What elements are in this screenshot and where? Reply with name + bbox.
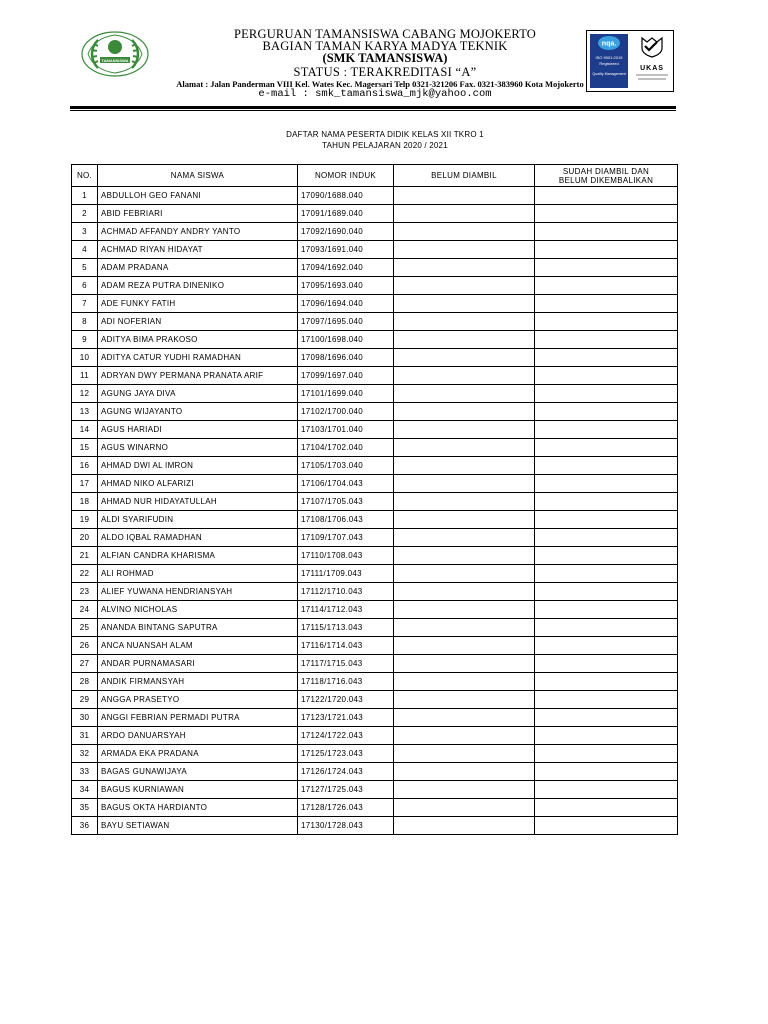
header-divider-thin xyxy=(70,110,676,111)
table-row xyxy=(72,727,678,745)
student-id: 17115/1713.043 xyxy=(298,619,394,637)
ukas-text: UKAS xyxy=(640,65,664,72)
taken-not-returned-cell[interactable] xyxy=(535,547,678,565)
table-row xyxy=(72,295,678,313)
school-email: e-mail : smk_tamansiswa_mjk@yahoo.com xyxy=(258,88,492,100)
student-name: ADRYAN DWY PERMANA PRANATA ARIF xyxy=(98,367,298,385)
table-row xyxy=(72,331,678,349)
row-number: 19 xyxy=(72,511,98,529)
table-row xyxy=(72,817,678,835)
taken-not-returned-cell[interactable] xyxy=(535,637,678,655)
foundation-name: PERGURUAN TAMANSISWA CABANG MOJOKERTO xyxy=(233,27,537,41)
student-id: 17095/1693.040 xyxy=(298,277,394,295)
row-number: 21 xyxy=(72,547,98,565)
table-row xyxy=(72,799,678,817)
row-number: 4 xyxy=(72,241,98,259)
not-taken-cell[interactable] xyxy=(394,673,535,691)
not-taken-cell[interactable] xyxy=(394,385,535,403)
row-number: 13 xyxy=(72,403,98,421)
not-taken-cell[interactable] xyxy=(394,709,535,727)
student-id: 17128/1726.043 xyxy=(298,799,394,817)
row-number: 5 xyxy=(72,259,98,277)
student-name: ADAM PRADANA xyxy=(98,259,298,277)
document-title-block xyxy=(150,129,620,151)
school-logo xyxy=(80,30,150,78)
student-name: ABDULLOH GEO FANANI xyxy=(98,187,298,205)
row-number: 25 xyxy=(72,619,98,637)
student-id: 17108/1706.043 xyxy=(298,511,394,529)
taken-not-returned-cell[interactable] xyxy=(535,493,678,511)
student-id: 17101/1699.040 xyxy=(298,385,394,403)
taken-not-returned-cell[interactable] xyxy=(535,817,678,835)
student-id: 17093/1691.040 xyxy=(298,241,394,259)
student-name: AGUNG JAYA DIVA xyxy=(98,385,298,403)
student-id: 17125/1723.043 xyxy=(298,745,394,763)
student-name: BAGUS KURNIAWAN xyxy=(98,781,298,799)
student-name: ALFIAN CANDRA KHARISMA xyxy=(98,547,298,565)
table-row xyxy=(72,277,678,295)
student-id: 17104/1702.040 xyxy=(298,439,394,457)
not-taken-cell[interactable] xyxy=(394,277,535,295)
student-id: 17123/1721.043 xyxy=(298,709,394,727)
taken-not-returned-cell[interactable] xyxy=(535,745,678,763)
not-taken-cell[interactable] xyxy=(394,763,535,781)
not-taken-cell[interactable] xyxy=(394,205,535,223)
taken-not-returned-cell[interactable] xyxy=(535,457,678,475)
taken-not-returned-cell[interactable] xyxy=(535,259,678,277)
row-number: 8 xyxy=(72,313,98,331)
taken-not-returned-cell[interactable] xyxy=(535,763,678,781)
row-number: 30 xyxy=(72,709,98,727)
not-taken-cell[interactable] xyxy=(394,259,535,277)
table-row xyxy=(72,637,678,655)
student-name: ALI ROHMAD xyxy=(98,565,298,583)
student-id: 17102/1700.040 xyxy=(298,403,394,421)
student-id: 17094/1692.040 xyxy=(298,259,394,277)
table-row xyxy=(72,691,678,709)
division-name: BAGIAN TAMAN KARYA MADYA TEKNIK xyxy=(262,39,508,53)
table-row xyxy=(72,205,678,223)
student-name: AGUNG WIJAYANTO xyxy=(98,403,298,421)
not-taken-cell[interactable] xyxy=(394,439,535,457)
table-row xyxy=(72,511,678,529)
row-number: 12 xyxy=(72,385,98,403)
student-name: BAYU SETIAWAN xyxy=(98,817,298,835)
table-row xyxy=(72,367,678,385)
student-name: AHMAD NUR HIDAYATULLAH xyxy=(98,493,298,511)
row-number: 29 xyxy=(72,691,98,709)
table-row xyxy=(72,403,678,421)
taken-not-returned-cell[interactable] xyxy=(535,799,678,817)
iso-certification-badge xyxy=(586,30,674,92)
school-address: Alamat : Jalan Panderman VIII Kel. Wates Kec. Magersari Telp 0321-321206 Fax. 0321-383960 Kota Mojokerto xyxy=(176,79,584,89)
taken-not-returned-cell[interactable] xyxy=(535,511,678,529)
taken-not-returned-cell[interactable] xyxy=(535,403,678,421)
table-header-row xyxy=(72,165,678,187)
taken-not-returned-cell[interactable] xyxy=(535,187,678,205)
nqa-logo-text: nqa. xyxy=(601,40,617,48)
table-row xyxy=(72,781,678,799)
taken-not-returned-cell[interactable] xyxy=(535,313,678,331)
student-id: 17127/1725.043 xyxy=(298,781,394,799)
student-name: ACHMAD RIYAN HIDAYAT xyxy=(98,241,298,259)
taken-not-returned-cell[interactable] xyxy=(535,349,678,367)
student-name: ADE FUNKY FATIH xyxy=(98,295,298,313)
table-row xyxy=(72,529,678,547)
taken-not-returned-cell[interactable] xyxy=(535,439,678,457)
not-taken-cell[interactable] xyxy=(394,781,535,799)
student-id: 17111/1709.043 xyxy=(298,565,394,583)
not-taken-cell[interactable] xyxy=(394,457,535,475)
row-number: 11 xyxy=(72,367,98,385)
academic-year: TAHUN PELAJARAN 2020 / 2021 xyxy=(322,141,448,150)
not-taken-cell[interactable] xyxy=(394,745,535,763)
row-number: 23 xyxy=(72,583,98,601)
not-taken-cell[interactable] xyxy=(394,331,535,349)
not-taken-cell[interactable] xyxy=(394,349,535,367)
taken-not-returned-cell[interactable] xyxy=(535,241,678,259)
not-taken-cell[interactable] xyxy=(394,295,535,313)
student-name: ARMADA EKA PRADANA xyxy=(98,745,298,763)
row-number: 2 xyxy=(72,205,98,223)
document-title: DAFTAR NAMA PESERTA DIDIK KELAS XII TKRO 1 xyxy=(286,130,484,139)
not-taken-cell[interactable] xyxy=(394,601,535,619)
not-taken-cell[interactable] xyxy=(394,799,535,817)
not-taken-cell[interactable] xyxy=(394,655,535,673)
taken-not-returned-cell[interactable] xyxy=(535,331,678,349)
not-taken-cell[interactable] xyxy=(394,241,535,259)
quality-management-text: Quality Management xyxy=(592,72,626,76)
taken-not-returned-cell[interactable] xyxy=(535,205,678,223)
student-id: 17130/1728.043 xyxy=(298,817,394,835)
row-number: 17 xyxy=(72,475,98,493)
not-taken-cell[interactable] xyxy=(394,475,535,493)
table-row xyxy=(72,457,678,475)
student-name: ANGGI FEBRIAN PERMADI PUTRA xyxy=(98,709,298,727)
student-name: AGUS WINARNO xyxy=(98,439,298,457)
row-number: 9 xyxy=(72,331,98,349)
table-body xyxy=(72,187,678,835)
table-row xyxy=(72,475,678,493)
not-taken-cell[interactable] xyxy=(394,367,535,385)
table-row xyxy=(72,745,678,763)
table-row xyxy=(72,223,678,241)
not-taken-cell[interactable] xyxy=(394,493,535,511)
not-taken-cell[interactable] xyxy=(394,727,535,745)
taken-not-returned-cell[interactable] xyxy=(535,655,678,673)
row-number: 28 xyxy=(72,673,98,691)
taken-not-returned-cell[interactable] xyxy=(535,385,678,403)
row-number: 36 xyxy=(72,817,98,835)
student-id: 17100/1698.040 xyxy=(298,331,394,349)
taken-not-returned-cell[interactable] xyxy=(535,475,678,493)
student-name: AHMAD DWI AL IMRON xyxy=(98,457,298,475)
row-number: 6 xyxy=(72,277,98,295)
not-taken-cell[interactable] xyxy=(394,313,535,331)
student-name: ADITYA CATUR YUDHI RAMADHAN xyxy=(98,349,298,367)
table-row xyxy=(72,439,678,457)
not-taken-cell[interactable] xyxy=(394,565,535,583)
student-id: 17107/1705.043 xyxy=(298,493,394,511)
row-number: 34 xyxy=(72,781,98,799)
table-row xyxy=(72,583,678,601)
letterhead xyxy=(150,28,620,79)
taken-not-returned-cell[interactable] xyxy=(535,367,678,385)
taken-not-returned-cell[interactable] xyxy=(535,583,678,601)
student-name: ACHMAD AFFANDY ANDRY YANTO xyxy=(98,223,298,241)
row-number: 32 xyxy=(72,745,98,763)
row-number: 35 xyxy=(72,799,98,817)
taken-not-returned-cell[interactable] xyxy=(535,277,678,295)
student-id: 17126/1724.043 xyxy=(298,763,394,781)
student-name: ABID FEBRIARI xyxy=(98,205,298,223)
student-id: 17110/1708.043 xyxy=(298,547,394,565)
school-name: (SMK TAMANSISWA) xyxy=(322,51,448,65)
table-row xyxy=(72,187,678,205)
not-taken-cell[interactable] xyxy=(394,691,535,709)
row-number: 7 xyxy=(72,295,98,313)
not-taken-cell[interactable] xyxy=(394,403,535,421)
student-id: 17112/1710.043 xyxy=(298,583,394,601)
not-taken-cell[interactable] xyxy=(394,511,535,529)
row-number: 20 xyxy=(72,529,98,547)
header-student-name: NAMA SISWA xyxy=(98,165,298,187)
header-student-id: NOMOR INDUK xyxy=(298,165,394,187)
student-name: ADITYA BIMA PRAKOSO xyxy=(98,331,298,349)
header-taken-not-returned xyxy=(535,165,678,187)
student-name: ALDI SYARIFUDIN xyxy=(98,511,298,529)
student-id: 17097/1695.040 xyxy=(298,313,394,331)
table-row xyxy=(72,565,678,583)
header-not-taken: BELUM DIAMBIL xyxy=(394,165,535,187)
header-taken-line2: BELUM DIKEMBALIKAN xyxy=(558,175,654,185)
accreditation-status: STATUS : TERAKREDITASI “A” xyxy=(293,65,477,79)
student-name: BAGAS GUNAWIJAYA xyxy=(98,763,298,781)
header-divider-thick xyxy=(70,106,676,109)
student-id: 17118/1716.043 xyxy=(298,673,394,691)
table-row xyxy=(72,619,678,637)
not-taken-cell[interactable] xyxy=(394,583,535,601)
row-number: 26 xyxy=(72,637,98,655)
student-id: 17096/1694.040 xyxy=(298,295,394,313)
header-taken-line1: SUDAH DIAMBIL DAN xyxy=(562,166,650,176)
table-row xyxy=(72,547,678,565)
table-row xyxy=(72,241,678,259)
taken-not-returned-cell[interactable] xyxy=(535,295,678,313)
student-id: 17117/1715.043 xyxy=(298,655,394,673)
table-row xyxy=(72,763,678,781)
row-number: 14 xyxy=(72,421,98,439)
student-id: 17116/1714.043 xyxy=(298,637,394,655)
not-taken-cell[interactable] xyxy=(394,547,535,565)
student-name: ADI NOFERIAN xyxy=(98,313,298,331)
student-id: 17098/1696.040 xyxy=(298,349,394,367)
student-name: ANGGA PRASETYO xyxy=(98,691,298,709)
row-number: 31 xyxy=(72,727,98,745)
student-id: 17090/1688.040 xyxy=(298,187,394,205)
student-id: 17103/1701.040 xyxy=(298,421,394,439)
table-row xyxy=(72,259,678,277)
row-number: 3 xyxy=(72,223,98,241)
student-name: ANDAR PURNAMASARI xyxy=(98,655,298,673)
not-taken-cell[interactable] xyxy=(394,187,535,205)
student-id: 17122/1720.043 xyxy=(298,691,394,709)
table-row xyxy=(72,709,678,727)
row-number: 24 xyxy=(72,601,98,619)
student-id: 17109/1707.043 xyxy=(298,529,394,547)
taken-not-returned-cell[interactable] xyxy=(535,691,678,709)
iso-standard-text: ISO 9001:2015 xyxy=(595,55,623,60)
table-row xyxy=(72,313,678,331)
student-name: ALDO IQBAL RAMADHAN xyxy=(98,529,298,547)
taken-not-returned-cell[interactable] xyxy=(535,619,678,637)
student-id: 17092/1690.040 xyxy=(298,223,394,241)
table-row xyxy=(72,493,678,511)
taken-not-returned-cell[interactable] xyxy=(535,781,678,799)
taken-not-returned-cell[interactable] xyxy=(535,421,678,439)
student-name: ALIEF YUWANA HENDRIANSYAH xyxy=(98,583,298,601)
taken-not-returned-cell[interactable] xyxy=(535,709,678,727)
table-row xyxy=(72,385,678,403)
row-number: 15 xyxy=(72,439,98,457)
table-row xyxy=(72,349,678,367)
table-row xyxy=(72,655,678,673)
student-name: AGUS HARIADI xyxy=(98,421,298,439)
not-taken-cell[interactable] xyxy=(394,619,535,637)
student-id: 17106/1704.043 xyxy=(298,475,394,493)
row-number: 18 xyxy=(72,493,98,511)
taken-not-returned-cell[interactable] xyxy=(535,223,678,241)
row-number: 16 xyxy=(72,457,98,475)
header-no: NO. xyxy=(72,165,98,187)
student-id: 17091/1689.040 xyxy=(298,205,394,223)
student-name: ARDO DANUARSYAH xyxy=(98,727,298,745)
student-name: ANCA NUANSAH ALAM xyxy=(98,637,298,655)
student-id: 17114/1712.043 xyxy=(298,601,394,619)
not-taken-cell[interactable] xyxy=(394,529,535,547)
row-number: 33 xyxy=(72,763,98,781)
taken-not-returned-cell[interactable] xyxy=(535,529,678,547)
not-taken-cell[interactable] xyxy=(394,817,535,835)
not-taken-cell[interactable] xyxy=(394,223,535,241)
row-number: 1 xyxy=(72,187,98,205)
table-row xyxy=(72,421,678,439)
registered-text: Registered xyxy=(599,61,619,66)
student-name: ALVINO NICHOLAS xyxy=(98,601,298,619)
student-id: 17105/1703.040 xyxy=(298,457,394,475)
student-id: 17099/1697.040 xyxy=(298,367,394,385)
not-taken-cell[interactable] xyxy=(394,637,535,655)
row-number: 27 xyxy=(72,655,98,673)
logo-text: TAMANSISWA xyxy=(101,58,129,63)
student-name: AHMAD NIKO ALFARIZI xyxy=(98,475,298,493)
row-number: 10 xyxy=(72,349,98,367)
taken-not-returned-cell[interactable] xyxy=(535,601,678,619)
student-name: ANDIK FIRMANSYAH xyxy=(98,673,298,691)
student-name: BAGUS OKTA HARDIANTO xyxy=(98,799,298,817)
taken-not-returned-cell[interactable] xyxy=(535,727,678,745)
row-number: 22 xyxy=(72,565,98,583)
not-taken-cell[interactable] xyxy=(394,421,535,439)
student-name: ADAM REZA PUTRA DINENIKO xyxy=(98,277,298,295)
taken-not-returned-cell[interactable] xyxy=(535,673,678,691)
student-list-table xyxy=(71,164,678,835)
taken-not-returned-cell[interactable] xyxy=(535,565,678,583)
student-name: ANANDA BINTANG SAPUTRA xyxy=(98,619,298,637)
table-row xyxy=(72,601,678,619)
table-row xyxy=(72,673,678,691)
student-id: 17124/1722.043 xyxy=(298,727,394,745)
